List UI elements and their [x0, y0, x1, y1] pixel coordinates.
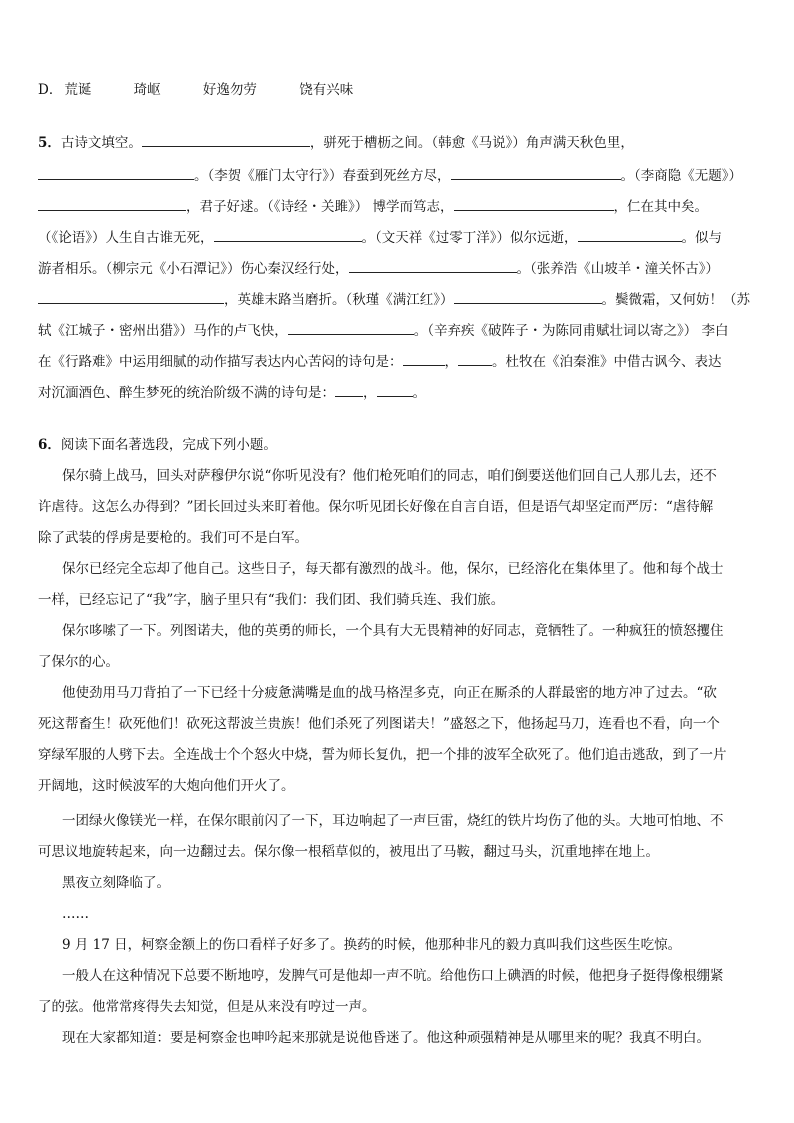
q5-text: 。（张养浩《山坡羊・潼关怀古》）: [516, 261, 719, 277]
q5-text: 。似与: [681, 230, 722, 246]
passage-line: 保尔已经完全忘却了他自己。这些日子，每天都有激烈的战斗。他，保尔，已经溶化在集体里了。他和每个战士: [62, 561, 724, 577]
q5-line-3: [38, 197, 758, 217]
answer-blank[interactable]: [349, 259, 517, 273]
answer-blank[interactable]: [335, 383, 363, 397]
option-d-label: D．: [38, 82, 63, 98]
answer-blank[interactable]: [403, 352, 445, 366]
q5-text: 。（李贺《雁门太守行》）春蚕到死丝方尽，: [194, 168, 451, 184]
q5-text: ，: [444, 354, 458, 370]
q5-text: 。（辛弃疾《破阵子・为陈同甫赋壮词以寄之》） 李白: [413, 323, 729, 339]
q5-text: ，骈死于槽枥之间。（韩愈《马说》）角声满天秋色里，: [309, 135, 634, 151]
passage-line: 一样，已经忘记了“我”字，脑子里只有“我们：我们团、我们骑兵连、我们旅。: [38, 592, 505, 608]
q5-text: 古诗文填空。: [60, 135, 142, 151]
q5-line-4: [38, 228, 758, 248]
q5-text: （《论语》）人生自古谁无死，: [38, 230, 214, 246]
q5-line-7: [38, 321, 758, 341]
passage-line: 一团绿火像镁光一样，在保尔眼前闪了一下，耳边响起了一声巨雷，烧红的铁片均伤了他的头。大地可怕地、不: [62, 813, 724, 829]
option-d-word-3: 好逸勿劳: [202, 82, 257, 98]
option-d-word-2: 琦岖: [133, 82, 161, 98]
answer-blank[interactable]: [454, 197, 614, 211]
q6-heading: [38, 435, 758, 455]
passage-line: 死这帮畜生！砍死他们！砍死这帮波兰贵族！他们杀死了列图诺夫！”盛怒之下，他扬起马刀，连看也不看，向一个: [38, 716, 720, 732]
q5-text: ，君子好逑。（《诗经・关雎》） 博学而笃志，: [186, 199, 454, 215]
q5-text: 。（文天祥《过零丁洋》）似尔远逝，: [361, 230, 578, 246]
passage-line: 穿绿军服的人劈下去。全连战士个个怒火中烧，誓为师长复仇，把一个排的波军全砍死了。他们追击逃敌，到了一片: [38, 747, 727, 763]
passage-line: 9 月 17 日，柯察金额上的伤口看样子好多了。换药的时候，他那种非凡的毅力真叫我们这些医生吃惊。: [62, 937, 682, 953]
q6-number: 6．: [38, 437, 61, 453]
answer-blank[interactable]: [38, 197, 186, 211]
answer-blank[interactable]: [451, 166, 621, 180]
answer-blank[interactable]: [458, 352, 492, 366]
answer-blank[interactable]: [38, 290, 224, 304]
q5-text: ，仁在其中矣。: [613, 199, 709, 215]
answer-blank[interactable]: [142, 133, 310, 147]
option-d-word-1: 荒诞: [64, 82, 92, 98]
passage-line: 开阔地，这时候波军的大炮向他们开火了。: [38, 778, 295, 794]
q5-text: 。鬓微霜，又何妨！（苏: [601, 292, 750, 308]
q5-line-6: [38, 290, 758, 310]
q5-line-8: [38, 352, 758, 372]
passage-line: 除了武装的俘虏是要枪的。我们可不是白军。: [38, 530, 308, 546]
passage-line: 一般人在这种情况下总要不断地哼，发脾气可是他却一声不吭。给他伤口上碘酒的时候，他把身子挺得像根绷紧: [62, 968, 724, 984]
passage-line: 了的弦。他常常疼得失去知觉，但是从来没有哼过一声。: [38, 999, 376, 1015]
q5-text: ，: [363, 385, 377, 401]
q5-text: 轼《江城子・密州出猎》）马作的卢飞快，: [38, 323, 288, 339]
answer-blank[interactable]: [377, 383, 413, 397]
q5-line-2: [38, 166, 758, 186]
answer-blank[interactable]: [578, 228, 682, 242]
q5-text: 。: [412, 385, 426, 401]
passage-line: 可思议地旋转起来，向一边翻过去。保尔像一根稻草似的，被甩出了马鞍，翻过马头，沉重地摔在地上。: [38, 844, 659, 860]
option-d-word-4: 饶有兴味: [299, 82, 354, 98]
answer-blank[interactable]: [288, 321, 414, 335]
passage-line: 了保尔的心。: [38, 654, 119, 670]
passage-line: 保尔哆嗦了一下。列图诺夫，他的英勇的师长，一个具有大无畏精神的好同志，竟牺牲了。一种疯狂的愤怒攫住: [62, 623, 724, 639]
option-d-row: [38, 80, 758, 100]
passage-line: 现在大家都知道：要是柯察金也呻吟起来那就是说他昏迷了。他这种顽强精神是从哪里来的呢？我真不明白。: [62, 1030, 710, 1046]
passage-line: 保尔骑上战马，回头对萨穆伊尔说“你听见没有？他们枪死咱们的同志，咱们倒要送他们回自己人那儿去，还不: [62, 468, 717, 484]
q5-number: 5．: [38, 135, 61, 151]
q5-text: 游者相乐。（柳宗元《小石潭记》）伤心秦汉经行处，: [38, 261, 349, 277]
q6-prompt: 阅读下面名著选段，完成下列小题。: [60, 437, 277, 453]
passage-line: 黑夜立刻降临了。: [62, 875, 170, 891]
q5-text: 在《行路难》中运用细腻的动作描写表达内心苦闷的诗句是：: [38, 354, 403, 370]
q5-text: 。（李商隐《无题》）: [620, 168, 742, 184]
answer-blank[interactable]: [214, 228, 362, 242]
passage-line: 他使劲用马刀背拍了一下已经十分疲惫满嘴是血的战马格涅多克，向正在厮杀的人群最密的地方冲了过去。“砍: [62, 685, 717, 701]
q5-line-1: [38, 133, 758, 153]
answer-blank[interactable]: [454, 290, 602, 304]
q5-text: 对沉湎酒色、醉生梦死的统治阶级不满的诗句是：: [38, 385, 335, 401]
q5-line-5: [38, 259, 758, 279]
q5-text: 。杜牧在《泊秦淮》中借古讽今、表达: [492, 354, 722, 370]
q5-text: ，英雄末路当磨折。（秋瑾《满江红》）: [224, 292, 454, 308]
q5-line-9: [38, 383, 758, 403]
answer-blank[interactable]: [38, 166, 194, 180]
passage-line: 许虐待。这怎么办得到？”团长回过头来盯着他。保尔听见团长好像在自言自语，但是语气却坚定而严厉：“虐待解: [38, 499, 714, 515]
passage-ellipsis: ……: [62, 906, 89, 922]
